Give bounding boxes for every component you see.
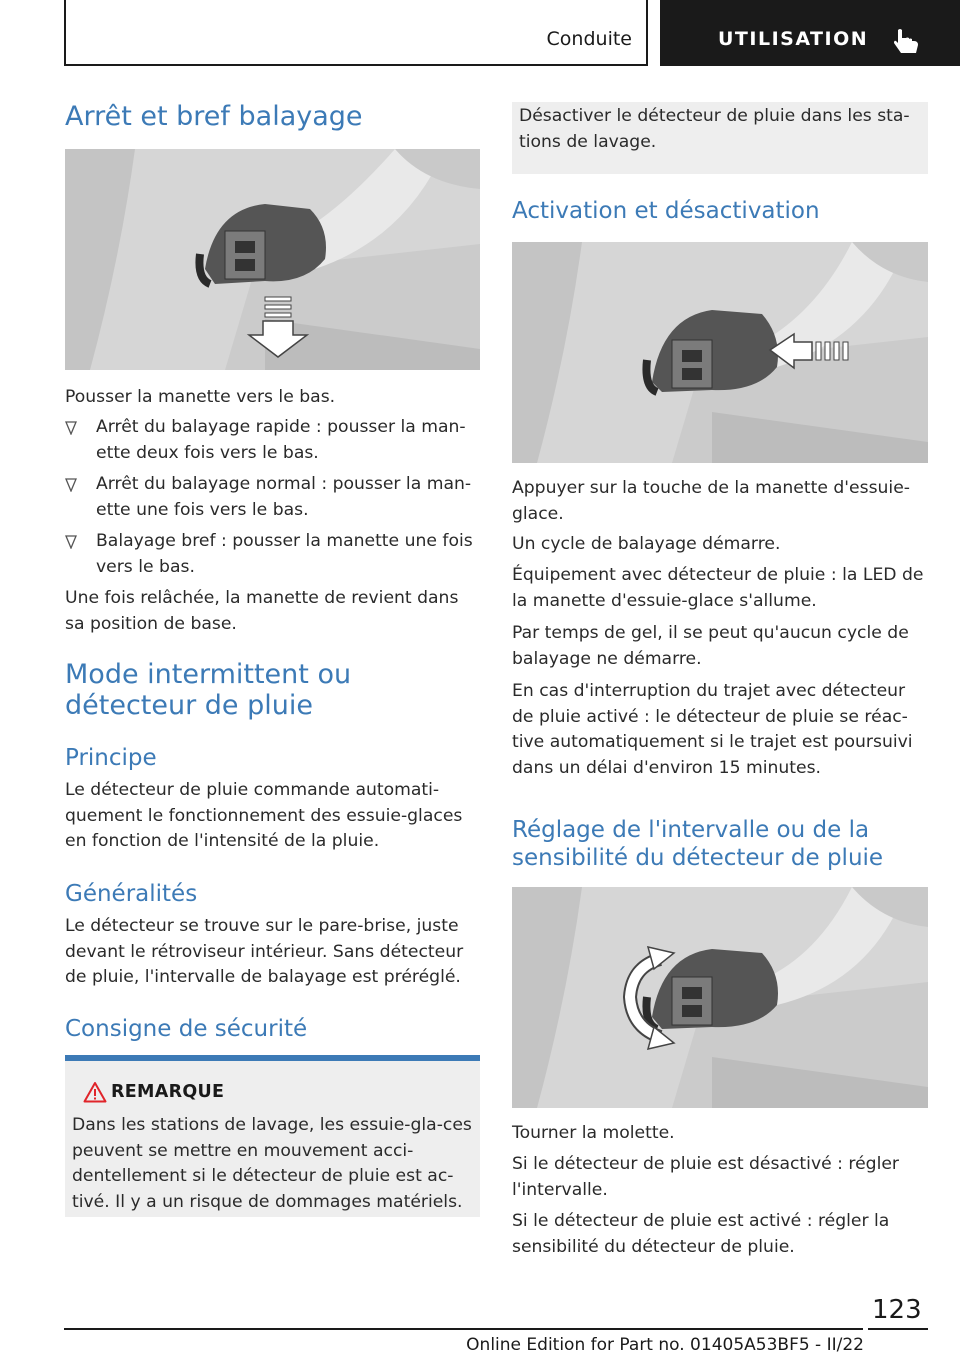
text-active: Si le détecteur de pluie est activé : régler la sensibilité du détecteur de pluie. xyxy=(512,1211,890,1257)
figure-wiper-press-button xyxy=(512,242,928,463)
footer-divider xyxy=(64,1328,863,1330)
header-section-tab xyxy=(660,0,960,66)
text-tourner: Tourner la molette. xyxy=(512,1123,675,1143)
heading-principe: Principe xyxy=(65,745,157,771)
heading-reglage: Réglage de l'intervalle ou de la sensibilité du détecteur de pluie xyxy=(512,817,884,871)
text-press-button: Appuyer sur la touche de la manette d'essuie-glace. xyxy=(512,478,910,524)
warning-triangle-icon xyxy=(83,1081,107,1103)
triangle-bullet-icon xyxy=(65,478,77,492)
text-principe: Le détecteur de pluie commande automati-quement le fonctionnement des essuie-glaces en fonction de l'intensité de la pluie. xyxy=(65,780,463,851)
text-gel: Par temps de gel, il se peut qu'aucun cycle de balayage ne démarre. xyxy=(512,623,909,669)
text-cycle: Un cycle de balayage démarre. xyxy=(512,534,781,554)
header-subsection: Conduite xyxy=(546,28,632,50)
figure-wiper-rotate-wheel xyxy=(512,887,928,1108)
page-number: 123 xyxy=(872,1295,922,1325)
figure-wiper-push-down xyxy=(65,149,480,370)
footer-edition: Online Edition for Part no. 01405A53BF5 - II/22 xyxy=(466,1335,864,1355)
bullet-item: Arrêt du balayage rapide : pousser la man-ette deux fois vers le bas. xyxy=(65,415,480,466)
note-text-continued: Désactiver le détecteur de pluie dans les sta-tions de lavage. xyxy=(519,106,910,152)
bullet-item: Arrêt du balayage normal : pousser la man-ette une fois vers le bas. xyxy=(65,472,480,523)
note-top-bar xyxy=(65,1055,480,1061)
note-box xyxy=(65,1055,480,1217)
note-title: REMARQUE xyxy=(111,1082,225,1102)
text-desactive: Si le détecteur de pluie est désactivé : régler l'intervalle. xyxy=(512,1154,900,1200)
header-section: UTILISATION xyxy=(718,28,869,50)
header-left-tab xyxy=(64,0,648,66)
triangle-bullet-icon xyxy=(65,535,77,549)
text-release: Une fois relâchée, la manette de revient dans sa position de base. xyxy=(65,588,459,634)
heading-generalites: Généralités xyxy=(65,881,198,907)
pointing-hand-icon xyxy=(892,26,922,56)
text-generalites: Le détecteur se trouve sur le pare-brise, juste devant le rétroviseur intérieur. Sans détecteur de pluie, l'intervalle de balayage est préréglé. xyxy=(65,916,464,987)
footer-divider-right xyxy=(868,1328,928,1330)
heading-arret-balayage: Arrêt et bref balayage xyxy=(65,101,363,132)
heading-consigne-securite: Consigne de sécurité xyxy=(65,1016,308,1042)
triangle-bullet-icon xyxy=(65,421,77,435)
note-text: Dans les stations de lavage, les essuie-gla-ces peuvent se mettre en mouvement acci-dentellement si le détecteur de pluie est ac-tivé. Il y a un risque de dommages matériels. xyxy=(72,1115,472,1212)
heading-activation: Activation et désactivation xyxy=(512,198,820,224)
text-interruption: En cas d'interruption du trajet avec détecteur de pluie activé : le détecteur de pluie se réac-tive automatiquement si le trajet est poursuivi dans un délai d'environ 15 minutes. xyxy=(512,681,913,778)
text-equipement: Équipement avec détecteur de pluie : la LED de la manette d'essuie-glace s'allume. xyxy=(512,565,924,611)
note-box-continued xyxy=(512,102,928,174)
text-push-down: Pousser la manette vers le bas. xyxy=(65,387,336,407)
bullet-item: Balayage bref : pousser la manette une fois vers le bas. xyxy=(65,529,480,580)
heading-mode-intermittent: Mode intermittent ou détecteur de pluie xyxy=(65,659,352,721)
